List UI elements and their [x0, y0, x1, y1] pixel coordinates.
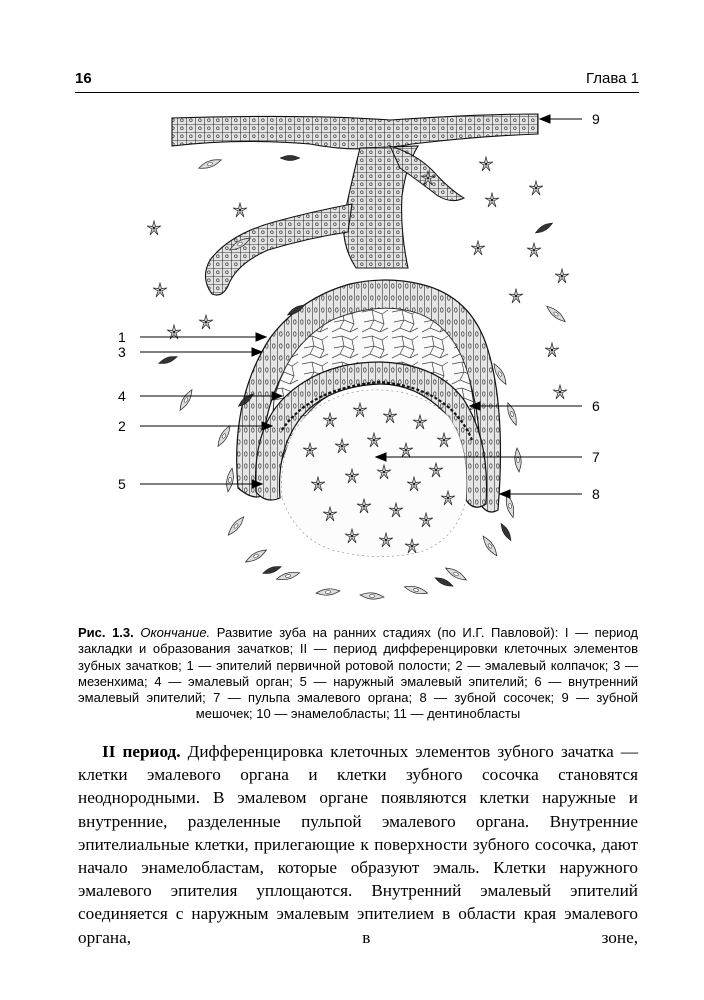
fig-label-2: 2	[118, 418, 126, 434]
fig-label-3: 3	[118, 344, 126, 360]
caption-label: Рис. 1.3.	[78, 625, 134, 640]
fig-label-6: 6	[592, 398, 600, 414]
fig-label-1: 1	[118, 329, 126, 345]
figure-caption	[78, 625, 638, 723]
fig-label-5: 5	[118, 476, 126, 492]
fig-label-4: 4	[118, 388, 126, 404]
body-paragraph	[78, 740, 638, 949]
oral-epithelium	[172, 114, 538, 149]
fig-label-7: 7	[592, 449, 600, 465]
caption-text: Развитие зуба на ранних стадиях (по И.Г. Павловой): I — период закладки и образования зачатков; II — период дифференцировки клеточных элементов зубных зачатков; 1 — эпителий первичной ротовой полости; 2 — эмалевый колпачок; 3 — мезенхима; 4 — эмалевый орган; 5 — наружный эмалевый эпителий; 6 — внутренний эмалевый эпителий; 7 — пульпа эмалевого органа; 8 — зубной сосочек; 9 — зубной мешочек; 10 — энамелобласты; 11 — дентинобласты	[78, 625, 638, 722]
page-number: 16	[75, 70, 92, 87]
fig-label-8: 8	[592, 486, 600, 502]
fig-label-9: 9	[592, 111, 600, 127]
caption-emphasis: Окончание.	[140, 625, 211, 640]
header-rule	[75, 92, 639, 93]
body-text: Дифференцировка клеточных элементов зубного зачатка — клетки эмалевого органа и клетки зубного сосочка становятся неоднородными. В эмалевом органе появляются клетки наружные и внутренние, разделенные пульпой эмалевого органа. Внутренние эпителиальные клетки, прилегающие к поверхности зубного сосочка, дают начало энамелобластам, которые образуют эмаль. Клетки наружного эмалевого эпителия уплощаются. Внутренний эмалевый эпителий соединяется с наружным эмалевым эпителием в области края эмалевого органа, в зоне,	[78, 742, 639, 947]
tooth-development-figure	[60, 100, 650, 610]
chapter-title: Глава 1	[585, 70, 639, 87]
body-lead: II период.	[102, 742, 181, 761]
lateral-lamina	[205, 204, 352, 295]
